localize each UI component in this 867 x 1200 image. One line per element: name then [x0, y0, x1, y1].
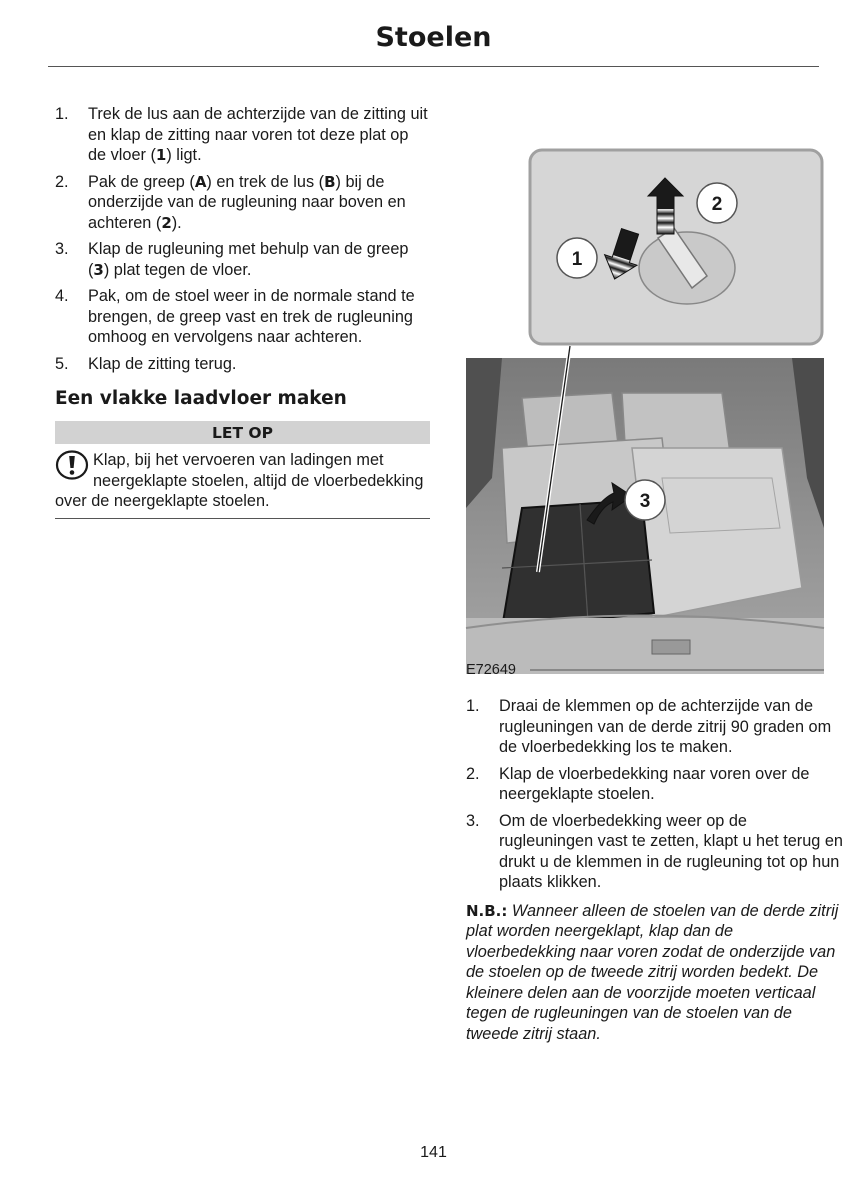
svg-text:3: 3: [639, 491, 651, 512]
step-number: 2.: [466, 764, 480, 783]
step-number: 5.: [55, 354, 69, 373]
page-number: 141: [420, 1144, 447, 1161]
note-text: Wanneer alleen de stoelen van de derde zitrij plat worden neergeklapt, klap dan de vloerbedekking naar voren zodat de onderzijde van de stoelen op de tweede zitrij worden bedekt. De kleinere delen aan de voorzijde moeten verticaal tegen de rugleuningen van de stoelen van de tweede zitrij staan.: [466, 901, 839, 1043]
figure-code: E72649: [466, 662, 516, 678]
list-item: 1. Draai de klemmen op de achterzijde van de rugleuningen van de derde zitrij 90 graden om de vloerbedekking los te maken.: [466, 697, 832, 756]
list-item: 2. Klap de vloerbedekking naar voren over de neergeklapte stoelen.: [466, 764, 810, 803]
svg-text:2: 2: [711, 194, 723, 215]
note-label: N.B.:: [466, 901, 508, 920]
list-item: 2. Pak de greep (A) en trek de lus (B) bij de onderzijde van de rugleuning naar boven en achteren (2).: [55, 172, 406, 232]
notice-text: Klap, bij het vervoeren van ladingen met neergeklapte stoelen, altijd de vloerbedekking over de neergeklapte stoelen.: [55, 451, 424, 510]
reference-marker: B: [324, 172, 336, 191]
list-item: 5. Klap de zitting terug.: [55, 354, 237, 373]
notice-body: [55, 450, 430, 519]
notice-box: [55, 421, 430, 519]
step-number: 3.: [466, 811, 480, 830]
detail-inset: [530, 150, 822, 344]
reference-marker: 3: [93, 260, 104, 279]
seat-folding-illustration: [462, 148, 828, 678]
callout-1: [557, 238, 597, 278]
title-divider: [48, 66, 819, 67]
list-item: 3. Klap de rugleuning met behulp van de greep (3) plat tegen de vloer.: [55, 240, 409, 279]
step-number: 1.: [55, 105, 69, 123]
step-number: 1.: [466, 697, 480, 715]
note-paragraph: [466, 901, 844, 1045]
notice-header: LET OP: [55, 421, 430, 444]
section-heading: Een vlakke laadvloer maken: [55, 388, 347, 409]
step-number: 2.: [55, 172, 69, 191]
reference-marker: A: [194, 172, 207, 191]
svg-text:1: 1: [571, 249, 583, 270]
list-item: 4. Pak, om de stoel weer in de normale stand te brengen, de greep vast en trek de rugleuning omhoog en vervolgens naar achteren.: [55, 287, 415, 346]
procedure-list-floor: [466, 696, 844, 893]
page-title: Stoelen: [375, 22, 492, 53]
callout-3: [625, 480, 665, 520]
step-number: 4.: [55, 287, 69, 305]
procedure-list-seats: [55, 104, 430, 374]
reference-marker: 1: [155, 146, 167, 164]
list-item: 3. Om de vloerbedekking weer op de rugleuningen vast te zetten, klapt u het terug en drukt u de klemmen in de rugleuning tot op hun plaats klikken.: [466, 811, 843, 891]
reference-marker: 2: [161, 213, 172, 232]
list-item: 1. Trek de lus aan de achterzijde van de zitting uit en klap de zitting naar voren tot deze plat op de vloer (1) ligt.: [55, 105, 428, 164]
cargo-area-photo: [466, 358, 824, 674]
warning-exclamation-icon: [55, 450, 89, 480]
callout-2: [697, 183, 737, 223]
right-column: [466, 696, 844, 1044]
left-column: [55, 104, 430, 519]
step-number: 3.: [55, 240, 69, 258]
